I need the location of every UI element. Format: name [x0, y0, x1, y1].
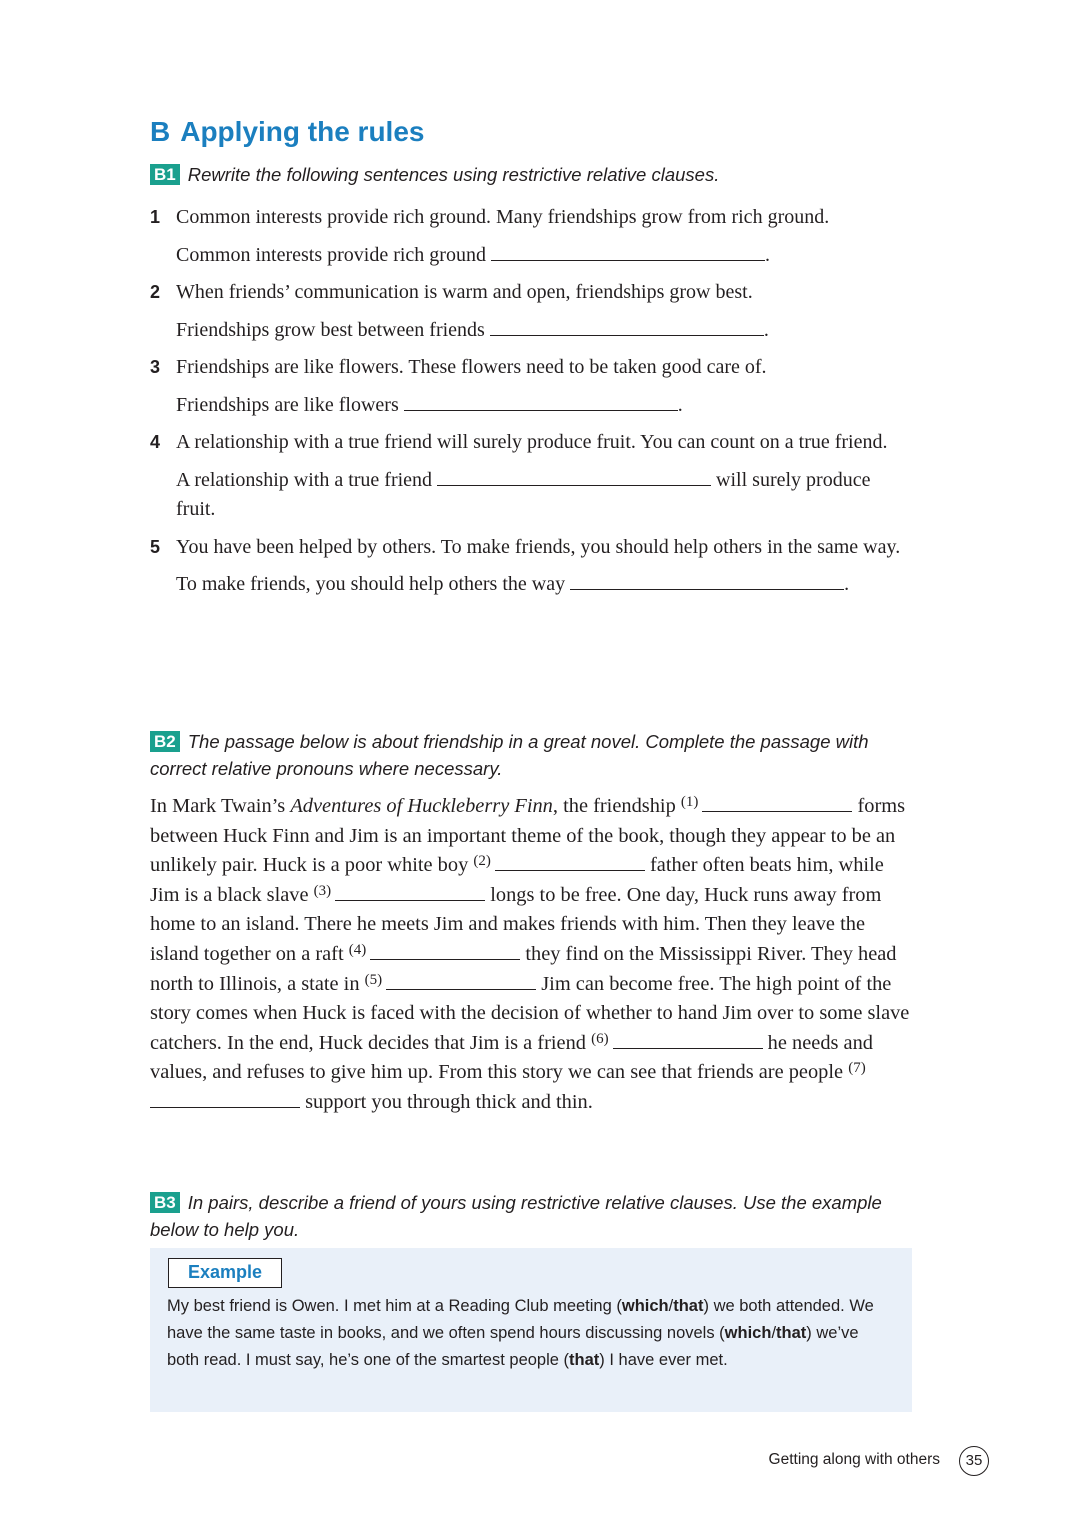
example-pronoun: which — [621, 1297, 669, 1315]
blank-number: (5) — [364, 971, 383, 988]
answer-start: Friendships grow best between friends — [176, 318, 490, 341]
b1-question-list — [150, 203, 910, 608]
question-item — [150, 278, 910, 345]
example-segment: / — [668, 1297, 674, 1315]
example-label: Example — [168, 1258, 282, 1288]
passage-text: support you through thick and thin. — [300, 1090, 593, 1113]
answer-blank[interactable] — [570, 571, 844, 590]
blank-number: (7) — [848, 1060, 866, 1077]
passage-blank[interactable] — [495, 852, 645, 871]
question-number: 3 — [150, 357, 161, 377]
question-prompt: Friendships are like flowers. These flowers need to be taken good care of. — [176, 356, 767, 378]
answer-blank[interactable] — [437, 467, 711, 486]
question-prompt: When friends’ communication is warm and open, friendships grow best. — [176, 281, 753, 303]
answer-start: A relationship with a true friend — [176, 468, 438, 491]
answer-line — [176, 391, 910, 421]
question-number: 2 — [150, 282, 161, 302]
passage-blank[interactable] — [370, 941, 520, 960]
blank-number: (4) — [348, 941, 367, 958]
answer-end: . — [763, 318, 769, 341]
example-pronoun: which — [724, 1324, 772, 1342]
example-pronoun: that — [569, 1351, 600, 1369]
passage-text: they find on the Mississippi River. They head north to Illinois, a state in — [150, 942, 897, 995]
question-item — [150, 203, 910, 270]
passage-text: , the friendship — [552, 795, 681, 817]
b2-passage — [150, 792, 914, 1118]
b1-instruction — [150, 161, 719, 188]
answer-end: . — [677, 393, 683, 416]
question-item — [150, 353, 910, 420]
section-title — [150, 116, 424, 148]
question-prompt: Common interests provide rich ground. Many friendships grow from rich ground. — [176, 206, 830, 228]
example-segment: ) we’ve both read. I must say, he’s one of the smartest people ( — [167, 1324, 859, 1369]
example-text — [167, 1293, 887, 1374]
b1-badge: B1 — [150, 164, 180, 185]
answer-end: . — [764, 243, 770, 266]
section-title-text: Applying the rules — [180, 116, 425, 147]
question-number: 4 — [150, 432, 161, 452]
b2-instruction — [150, 728, 890, 782]
b3-badge: B3 — [150, 1192, 180, 1213]
passage-blank[interactable] — [613, 1030, 763, 1049]
answer-end: . — [844, 573, 850, 595]
b2-instruction-text: The passage below is about friendship in a great novel. Complete the passage with correct relative pronouns where necessary. — [150, 731, 869, 779]
example-segment: ) we both attended. We have the same taste in books, and we often spend hours discussing novels ( — [167, 1297, 874, 1342]
passage-text: father often beats him, while Jim is a black slave — [150, 854, 884, 906]
question-number: 1 — [150, 207, 161, 227]
answer-end: will surely produce fruit. — [176, 468, 871, 520]
passage-blank[interactable] — [702, 793, 852, 812]
question-item — [150, 428, 910, 525]
blank-number: (2) — [473, 853, 491, 870]
b3-instruction — [150, 1189, 890, 1243]
question-item — [150, 533, 910, 600]
passage-text: In Mark Twain’s — [150, 795, 291, 817]
answer-line — [176, 241, 910, 271]
passage-blank[interactable] — [150, 1089, 300, 1108]
passage-text: he needs and values, and refuses to give him up. From this story we can see that friends are people — [150, 1031, 873, 1084]
answer-start: To make friends, you should help others the way — [176, 573, 571, 595]
answer-blank[interactable] — [491, 242, 765, 261]
question-number: 5 — [150, 536, 161, 557]
answer-line — [176, 570, 910, 600]
example-box — [150, 1248, 912, 1412]
page-number: 35 — [959, 1446, 989, 1476]
answer-line — [176, 316, 910, 346]
blank-number: (6) — [591, 1030, 609, 1047]
example-pronoun: that — [776, 1324, 807, 1342]
answer-start: Friendships are like flowers — [176, 393, 404, 416]
b2-badge: B2 — [150, 731, 180, 752]
passage-blank[interactable] — [335, 882, 485, 901]
passage-text: Jim can become free. The high point of the story comes when Huck is faced with the decision of whether to hand Jim over to some slave catchers. In the end, Huck decides that Jim is a friend — [150, 972, 910, 1054]
question-prompt: You have been helped by others. To make friends, you should help others in the same way. — [176, 535, 901, 558]
b1-instruction-text: Rewrite the following sentences using restrictive relative clauses. — [187, 164, 720, 185]
example-pronoun: that — [673, 1297, 704, 1315]
passage-blank[interactable] — [386, 971, 536, 990]
answer-blank[interactable] — [404, 392, 678, 411]
example-segment: My best friend is Owen. I met him at a Reading Club meeting ( — [167, 1297, 622, 1315]
blank-number: (3) — [313, 882, 332, 899]
answer-start: Common interests provide rich ground — [176, 243, 491, 266]
novel-title: Adventures of Huckleberry Finn — [290, 795, 553, 817]
example-segment: / — [771, 1324, 777, 1342]
section-letter: B — [150, 116, 171, 147]
answer-line — [176, 466, 910, 525]
answer-blank[interactable] — [490, 317, 764, 336]
question-prompt: A relationship with a true friend will surely produce fruit. You can count on a true friend. — [176, 431, 888, 453]
passage-text: longs to be free. One day, Huck runs away from home to an island. There he meets Jim and makes friends with him. Then they leave the island together on a raft — [150, 883, 882, 965]
example-segment: ) I have ever met. — [599, 1351, 728, 1369]
b3-instruction-text: In pairs, describe a friend of yours using restrictive relative clauses. Use the example below to help you. — [150, 1192, 882, 1240]
passage-text: forms between Huck Finn and Jim is an important theme of the book, though they appear to be an unlikely pair. Huck is a poor white boy — [150, 795, 906, 877]
footer-unit-title: Getting along with others — [768, 1451, 940, 1468]
blank-number: (1) — [680, 794, 699, 810]
